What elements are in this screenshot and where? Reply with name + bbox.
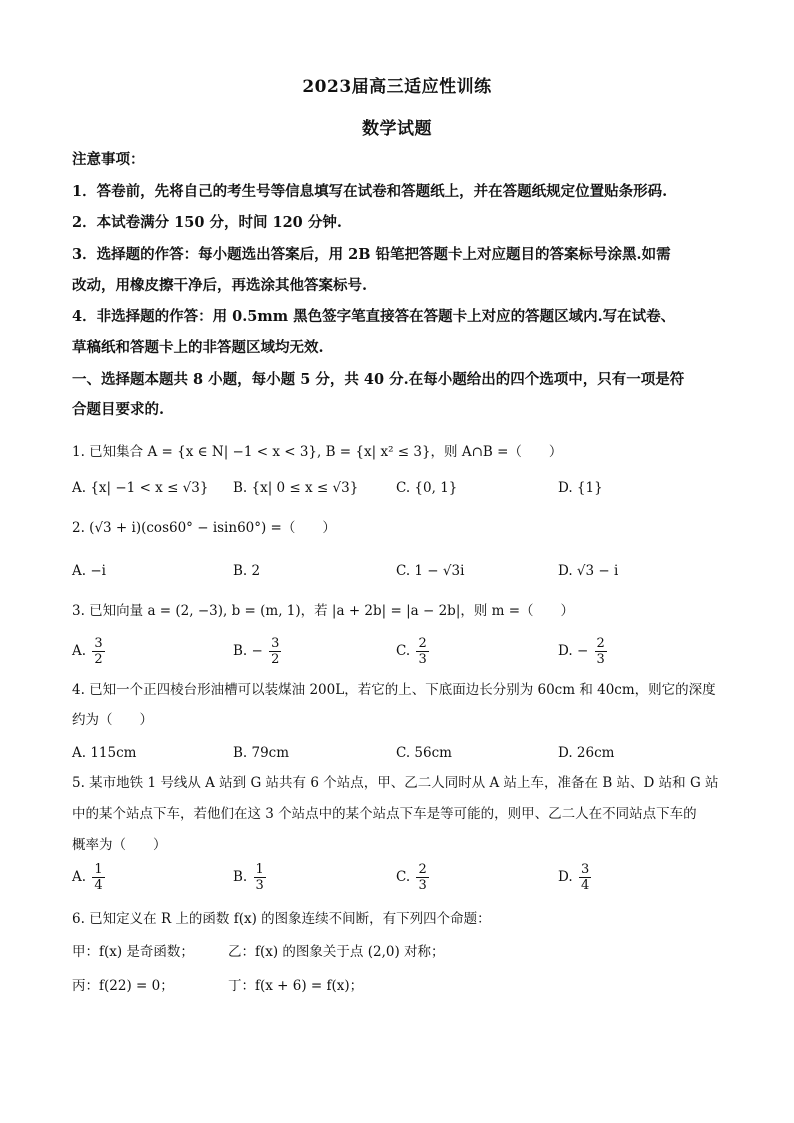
question-5-option-c <box>396 862 429 893</box>
numerator: 3 <box>580 862 590 877</box>
question-1-option-b: B. {x| 0 ≤ x ≤ √3} <box>233 480 359 496</box>
question-1-option-a: A. {x| −1 < x ≤ √3} <box>72 480 209 496</box>
denominator: 2 <box>271 652 280 667</box>
question-5-option-a <box>72 862 105 893</box>
notice-item-3-cont: 改动，用橡皮擦干净后，再选涂其他答案标号. <box>72 277 368 294</box>
notice-item-1: 1．答卷前，先将自己的考生号等信息填写在试卷和答题纸上，并在答题纸规定位置贴条形码. <box>72 183 668 200</box>
question-5-stem: 5. 某市地铁 1 号线从 A 站到 G 站共有 6 个站点，甲、乙二人同时从 A 站上车，准备在 B 站、D 站和 G 站 <box>72 775 719 791</box>
denominator: 3 <box>596 652 605 667</box>
section-heading-cont: 合题目要求的. <box>72 401 165 418</box>
denominator: 4 <box>94 878 103 893</box>
question-2-stem: 2. (√3 + i)(cos60° − isin60°) =（ ） <box>72 520 336 536</box>
question-3-option-b <box>233 636 281 667</box>
question-5-stem-cont-2: 概率为（ ） <box>72 837 167 853</box>
numerator: 3 <box>271 636 280 651</box>
option-label: D. <box>558 869 573 885</box>
fraction <box>269 636 281 667</box>
option-label: B. <box>233 869 248 885</box>
option-label: B. <box>233 643 248 659</box>
question-1-option-d: D. {1} <box>558 480 603 496</box>
numerator: 3 <box>94 636 103 651</box>
fraction <box>92 862 104 893</box>
notice-item-4: 4．非选择题的作答：用 0.5mm 黑色签字笔直接答在答题卡上对应的答题区域内.写在试卷、 <box>72 308 676 325</box>
proposition-yi: 乙：f(x) 的图象关于点 (2,0) 对称； <box>228 944 445 960</box>
numerator: 2 <box>418 862 427 877</box>
fraction <box>416 862 428 893</box>
option-sign: − <box>251 643 263 659</box>
exam-subtitle: 数学试题 <box>362 119 432 139</box>
question-4-option-a: A. 115cm <box>72 745 137 761</box>
question-2-option-c: C. 1 − √3i <box>396 563 465 579</box>
denominator: 2 <box>94 652 103 667</box>
question-4-option-d: D. 26cm <box>558 745 615 761</box>
section-heading: 一、选择题本题共 8 小题，每小题 5 分，共 40 分.在每小题给出的四个选项中，只有一项是符 <box>72 371 685 388</box>
question-4-stem-cont: 约为（ ） <box>72 712 153 728</box>
proposition-bing: 丙：f(22) = 0； <box>72 978 174 994</box>
question-4-stem: 4. 已知一个正四棱台形油槽可以装煤油 200L，若它的上、下底面边长分别为 60cm 和 40cm，则它的深度 <box>72 682 716 698</box>
numerator: 2 <box>418 636 427 651</box>
question-1-stem: 1. 已知集合 A = {x ∈ N| −1 < x < 3}, B = {x| x² ≤ 3}，则 A∩B =（ ） <box>72 444 563 460</box>
question-4-option-c: C. 56cm <box>396 745 452 761</box>
denominator: 3 <box>418 652 427 667</box>
option-label: D. <box>558 643 573 659</box>
fraction <box>595 636 607 667</box>
question-2-option-d: D. √3 − i <box>558 563 619 579</box>
fraction <box>416 636 428 667</box>
question-5-option-b <box>233 862 266 893</box>
question-2-option-b: B. 2 <box>233 563 261 579</box>
option-label: A. <box>72 643 87 659</box>
notice-item-4-cont: 草稿纸和答题卡上的非答题区域均无效. <box>72 339 324 356</box>
numerator: 2 <box>596 636 605 651</box>
question-3-option-a <box>72 636 105 667</box>
proposition-ding: 丁：f(x + 6) = f(x)； <box>228 978 364 994</box>
numerator: 1 <box>94 862 103 877</box>
question-6-stem: 6. 已知定义在 R 上的函数 f(x) 的图象连续不间断，有下列四个命题： <box>72 911 491 927</box>
option-label: A. <box>72 869 87 885</box>
fraction <box>92 636 104 667</box>
question-5-stem-cont-1: 中的某个站点下车，若他们在这 3 个站点中的某个站点下车是等可能的，则甲、乙二人在不同站点下车的 <box>72 806 697 822</box>
fraction <box>579 862 591 893</box>
question-3-option-c <box>396 636 429 667</box>
notice-item-2: 2．本试卷满分 150 分，时间 120 分钟. <box>72 214 342 231</box>
denominator: 3 <box>255 878 264 893</box>
notice-heading: 注意事项： <box>72 151 145 168</box>
question-1-option-c: C. {0, 1} <box>396 480 458 496</box>
option-sign: − <box>576 643 589 659</box>
fraction <box>254 862 266 893</box>
question-2-option-a: A. −i <box>72 563 106 579</box>
question-3-option-d <box>558 636 607 667</box>
denominator: 4 <box>580 878 590 893</box>
notice-item-3: 3．选择题的作答：每小题选出答案后，用 2B 铅笔把答题卡上对应题目的答案标号涂黑.如需 <box>72 246 671 263</box>
proposition-jia: 甲：f(x) 是奇函数； <box>72 944 194 960</box>
option-label: C. <box>396 869 411 885</box>
exam-title: 2023届高三适应性训练 <box>302 77 492 97</box>
option-label: C. <box>396 643 411 659</box>
question-4-option-b: B. 79cm <box>233 745 290 761</box>
question-3-stem: 3. 已知向量 a = (2, −3), b = (m, 1)，若 |a + 2b| = |a − 2b|，则 m =（ ） <box>72 603 575 619</box>
denominator: 3 <box>418 878 427 893</box>
numerator: 1 <box>255 862 264 877</box>
question-5-option-d <box>558 862 591 893</box>
